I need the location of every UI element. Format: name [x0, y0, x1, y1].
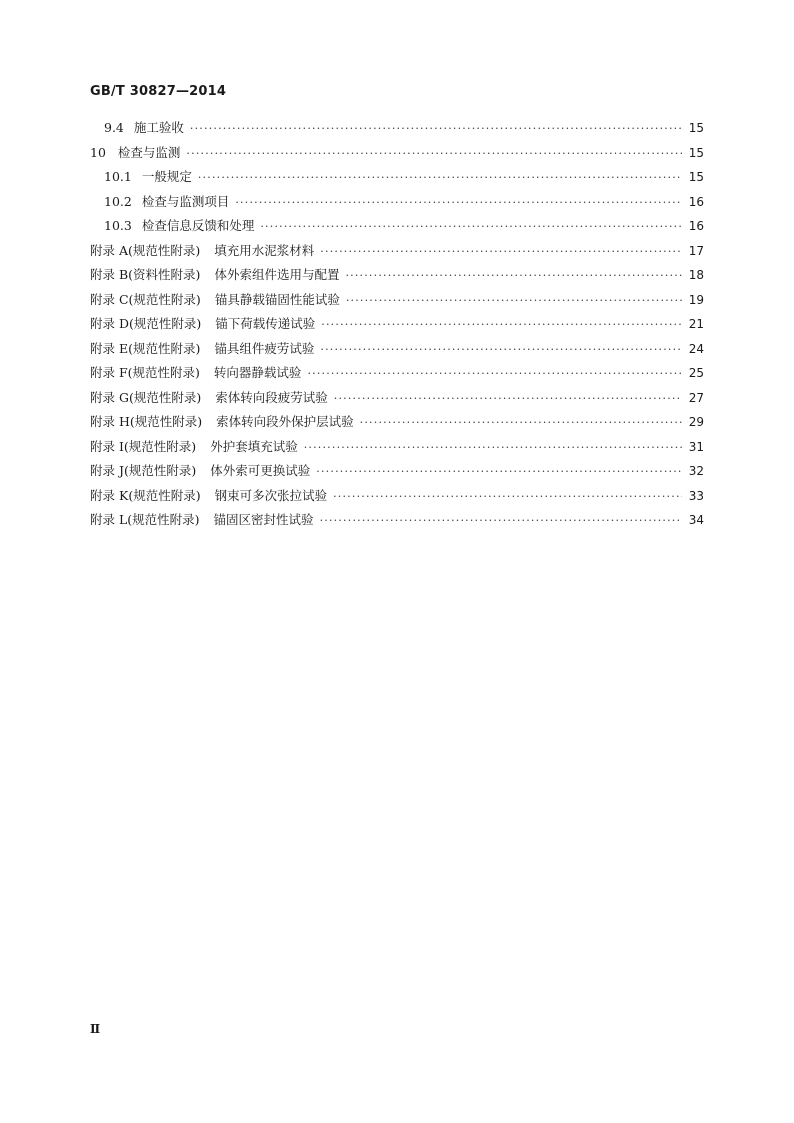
toc-entry-number: 附录 L	[90, 512, 128, 527]
toc-entry[interactable]	[90, 241, 704, 266]
page-number-footer: Ⅱ	[90, 1022, 101, 1036]
toc-entry-number: 附录 G	[90, 389, 129, 405]
toc-entry-page-number: 32	[688, 464, 704, 478]
toc-entry[interactable]	[90, 192, 704, 217]
toc-entry-appendix-kind: (规范性附录)	[124, 463, 197, 478]
toc-dot-leader	[260, 220, 682, 233]
toc-entry-number: 10	[90, 144, 106, 160]
toc-entry-number: 附录 A	[90, 242, 129, 258]
toc-entry-page-number: 24	[688, 341, 704, 356]
toc-entry-number: 10.1	[104, 169, 132, 184]
toc-entry[interactable]	[90, 339, 704, 364]
toc-entry-number: 附录 B	[90, 267, 129, 282]
toc-entry-title: 索体转向段疲劳试验	[215, 389, 328, 405]
toc-entry-title: 索体转向段外保护层试验	[216, 414, 354, 429]
toc-entry-title: 填充用水泥浆材料	[214, 242, 315, 258]
toc-entry[interactable]	[90, 167, 704, 192]
toc-entry-page-number: 16	[688, 194, 704, 209]
toc-entry[interactable]	[90, 143, 704, 168]
toc-entry-appendix-kind: (规范性附录)	[123, 438, 197, 454]
toc-entry[interactable]	[90, 314, 704, 339]
toc-dot-leader	[198, 171, 682, 184]
toc-entry[interactable]	[90, 412, 704, 437]
toc-entry[interactable]	[90, 363, 704, 388]
toc-entry-appendix-kind: (规范性附录)	[128, 291, 201, 307]
toc-entry[interactable]	[90, 437, 704, 462]
toc-entry-number: 附录 J	[90, 463, 124, 478]
toc-entry-number: 附录 H	[90, 414, 130, 429]
toc-entry-page-number: 27	[688, 390, 704, 405]
toc-entry-appendix-kind: (规范性附录)	[129, 316, 202, 331]
toc-entry-page-number: 15	[688, 121, 704, 135]
toc-entry-number: 10.3	[104, 218, 132, 233]
toc-dot-leader	[320, 343, 682, 356]
toc-entry-page-number: 19	[688, 292, 704, 307]
toc-entry-number: 附录 I	[90, 438, 124, 454]
toc-entry-number: 附录 K	[90, 487, 129, 503]
toc-entry[interactable]	[90, 216, 704, 241]
toc-entry-number: 附录 E	[90, 340, 129, 356]
toc-dot-leader	[320, 245, 682, 258]
toc-entry-title: 锚固区密封性试验	[213, 512, 314, 527]
toc-entry[interactable]	[90, 118, 704, 143]
toc-entry-title: 锚具静载锚固性能试验	[214, 291, 340, 307]
toc-entry-page-number: 15	[688, 145, 704, 160]
toc-dot-leader	[360, 416, 682, 429]
toc-entry-number: 附录 D	[90, 316, 129, 331]
toc-entry-appendix-kind: (规范性附录)	[128, 389, 202, 405]
toc-entry-page-number: 31	[688, 439, 704, 454]
toc-dot-leader	[235, 196, 682, 209]
toc-dot-leader	[333, 490, 682, 503]
toc-entry-title: 钢束可多次张拉试验	[214, 487, 328, 503]
toc-entry[interactable]	[90, 486, 704, 511]
toc-dot-leader	[307, 367, 682, 380]
toc-entry[interactable]	[90, 461, 704, 486]
toc-dot-leader	[186, 147, 682, 160]
toc-dot-leader	[304, 441, 682, 454]
toc-entry-title: 锚具组件疲劳试验	[214, 340, 315, 356]
toc-entry-title: 外护套填充试验	[210, 438, 298, 454]
toc-dot-leader	[190, 122, 682, 135]
toc-dot-leader	[334, 392, 682, 405]
toc-entry-appendix-kind: (规范性附录)	[129, 414, 203, 429]
toc-entry[interactable]	[90, 510, 704, 535]
toc-entry-page-number: 21	[688, 317, 704, 331]
toc-entry-page-number: 29	[688, 415, 704, 429]
toc-entry-title: 一般规定	[141, 169, 192, 184]
toc-entry-appendix-kind: (规范性附录)	[128, 487, 201, 503]
toc-entry-title: 施工验收	[133, 120, 184, 135]
toc-dot-leader	[320, 514, 682, 527]
toc-entry-number: 10.2	[104, 193, 132, 209]
toc-entry-number: 附录 C	[90, 291, 129, 307]
toc-entry[interactable]	[90, 388, 704, 413]
toc-dot-leader	[316, 465, 682, 478]
toc-entry-appendix-kind: (规范性附录)	[127, 365, 200, 380]
toc-entry-title: 检查与监测	[117, 144, 181, 160]
toc-entry-page-number: 15	[688, 170, 704, 184]
toc-entry-appendix-kind: (资料性附录)	[128, 267, 201, 282]
toc-entry-page-number: 25	[688, 366, 704, 380]
toc-dot-leader	[321, 318, 682, 331]
toc-entry-number: 9.4	[104, 120, 124, 135]
toc-entry-page-number: 34	[688, 513, 704, 527]
toc-entry-title: 体外索组件选用与配置	[214, 267, 340, 282]
toc-entry-page-number: 33	[688, 488, 704, 503]
toc-entry-page-number: 18	[688, 268, 704, 282]
toc-entry[interactable]	[90, 265, 704, 290]
standard-code-header: GB/T 30827—2014	[90, 84, 227, 99]
toc-entry-appendix-kind: (规范性附录)	[128, 340, 201, 356]
toc-entry-appendix-kind: (规范性附录)	[127, 512, 200, 527]
toc-entry[interactable]	[90, 290, 704, 315]
toc-entry-title: 检查信息反馈和处理	[141, 218, 255, 233]
toc-entry-page-number: 17	[688, 243, 704, 258]
toc-entry-number: 附录 F	[90, 365, 128, 380]
toc-dot-leader	[345, 269, 682, 282]
table-of-contents	[90, 118, 704, 535]
toc-entry-title: 体外索可更换试验	[210, 463, 311, 478]
toc-entry-title: 转向器静载试验	[213, 365, 302, 380]
toc-entry-title: 锚下荷载传递试验	[215, 316, 316, 331]
toc-dot-leader	[346, 294, 682, 307]
toc-entry-appendix-kind: (规范性附录)	[128, 242, 201, 258]
toc-entry-page-number: 16	[688, 219, 704, 233]
toc-entry-title: 检查与监测项目	[141, 193, 230, 209]
